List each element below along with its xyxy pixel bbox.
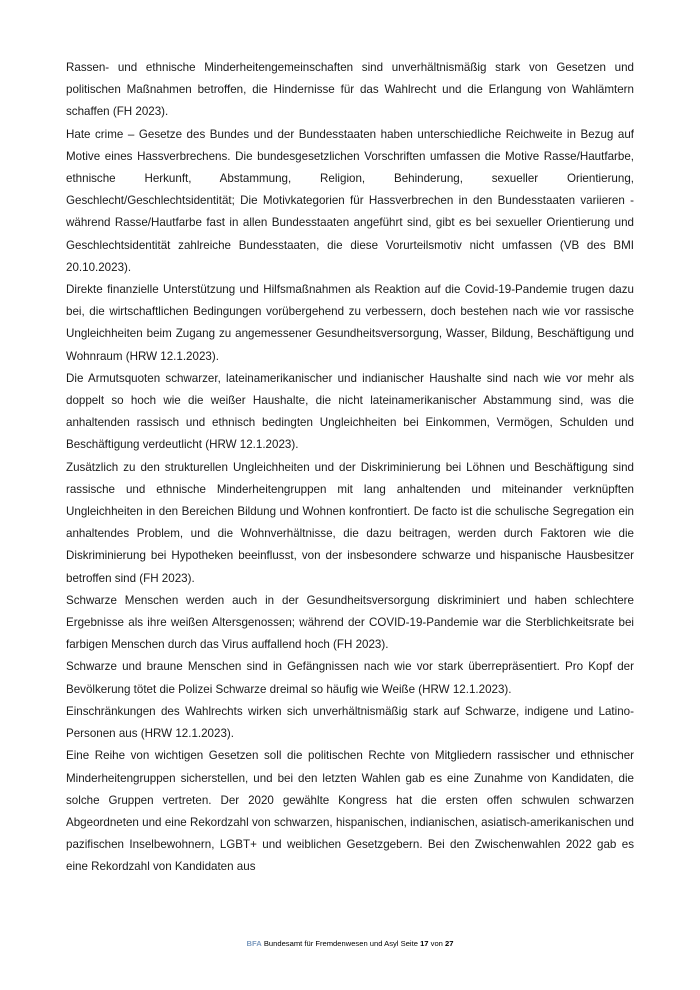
paragraph: Die Armutsquoten schwarzer, lateinamerikanischer und indianischer Haushalte sind nach wie vor mehr als doppelt so hoch wie die weißer Haushalte, die nicht lateinamerikanischer Abstammung sind, was die anhaltenden rassisch und ethnisch bedingten Ungleichheiten bei Einkommen, Vermögen, Schulden und Beschäftigung verdeutlicht (HRW 12.1.2023).: [66, 371, 634, 452]
footer-org-abbreviation: BFA: [246, 939, 262, 948]
footer-page-label: Seite: [400, 939, 418, 948]
footer-of-label: von: [430, 939, 443, 948]
document-body-text: [66, 57, 634, 879]
paragraph: Zusätzlich zu den strukturellen Ungleichheiten und der Diskriminierung bei Löhnen und Beschäftigung sind rassische und ethnische Minderheitengruppen mit lang anhaltenden und miteinander verknüpften Ungleichheiten in den Bereichen Bildung und Wohnen konfrontiert. De facto ist die schulische Segregation ein anhaltendes Problem, und die Wohnverhältnisse, die dazu beitragen, werden durch Faktoren wie die Diskriminierung bei Hypotheken beeinflusst, von der insbesondere schwarze und hispanische Hausbesitzer betroffen sind (FH 2023).: [66, 460, 634, 585]
page-footer: [0, 939, 700, 949]
paragraph: Schwarze Menschen werden auch in der Gesundheitsversorgung diskriminiert und haben schlechtere Ergebnisse als ihre weißen Altersgenossen; während der COVID-19-Pandemie war die Sterblichkeitsrate bei farbigen Menschen durch das Virus auffallend hoch (FH 2023).: [66, 593, 634, 652]
paragraph: Direkte finanzielle Unterstützung und Hilfsmaßnahmen als Reaktion auf die Covid-19-Pandemie trugen dazu bei, die wirtschaftlichen Bedingungen vorübergehend zu verbessern, doch bestehen nach wie vor rassische Ungleichheiten beim Zugang zu angemessener Gesundheitsversorgung, Wasser, Bildung, Beschäftigung und Wohnraum (HRW 12.1.2023).: [66, 283, 634, 363]
paragraph: Schwarze und braune Menschen sind in Gefängnissen nach wie vor stark überrepräsentiert. Pro Kopf der Bevölkerung tötet die Polizei Schwarze dreimal so häufig wie Weiße (HRW 12.1.2023).: [66, 660, 634, 696]
paragraph: Einschränkungen des Wahlrechts wirken sich unverhältnismäßig stark auf Schwarze, indigene und Latino-Personen aus (HRW 12.1.2023).: [66, 704, 634, 741]
footer-page-current: 17: [420, 939, 429, 948]
footer-page-total: 27: [445, 939, 454, 948]
footer-org-name: Bundesamt für Fremdenwesen und Asyl: [263, 939, 399, 948]
paragraph: Eine Reihe von wichtigen Gesetzen soll die politischen Rechte von Mitgliedern rassischer und ethnischer Minderheitengruppen sicherstellen, und bei den letzten Wahlen gab es eine Zunahme von Kandidaten, die solche Gruppen vertreten. Der 2020 gewählte Kongress hat die ersten offen schwulen schwarzen Abgeordneten und eine Rekordzahl von schwarzen, hispanischen, indianischen, asiatisch-amerikanischen und pazifischen Inselbewohnern, LGBT+ und weiblichen Gesetzgebern. Bei den Zwischenwahlen 2022 gab es eine Rekordzahl von Kandidaten aus: [66, 749, 634, 874]
paragraph: Hate crime – Gesetze des Bundes und der Bundesstaaten haben unterschiedliche Reichweite in Bezug auf Motive eines Hassverbrechens. Die bundesgesetzlichen Vorschriften umfassen die Motive Rasse/Hautfarbe, ethnische Herkunft, Abstammung, Religion, Behinderung, sexueller Orientierung, Geschlecht/Geschlechtsidentität; Die Motivkategorien für Hassverbrechen in den Bundesstaaten variieren - während Rasse/Hautfarbe fast in allen Bundesstaaten angeführt sind, gibt es bei sexueller Orientierung und Geschlechtsidentität zahlreiche Bundesstaaten, die diese Vorurteilsmotiv nicht umfassen (VB des BMI 20.10.2023).: [66, 127, 634, 274]
paragraph: Rassen- und ethnische Minderheitengemeinschaften sind unverhältnismäßig stark von Gesetzen und politischen Maßnahmen betroffen, die Hindernisse für das Wahlrecht und die Erlangung von Wahlämtern schaffen (FH 2023).: [66, 61, 634, 119]
